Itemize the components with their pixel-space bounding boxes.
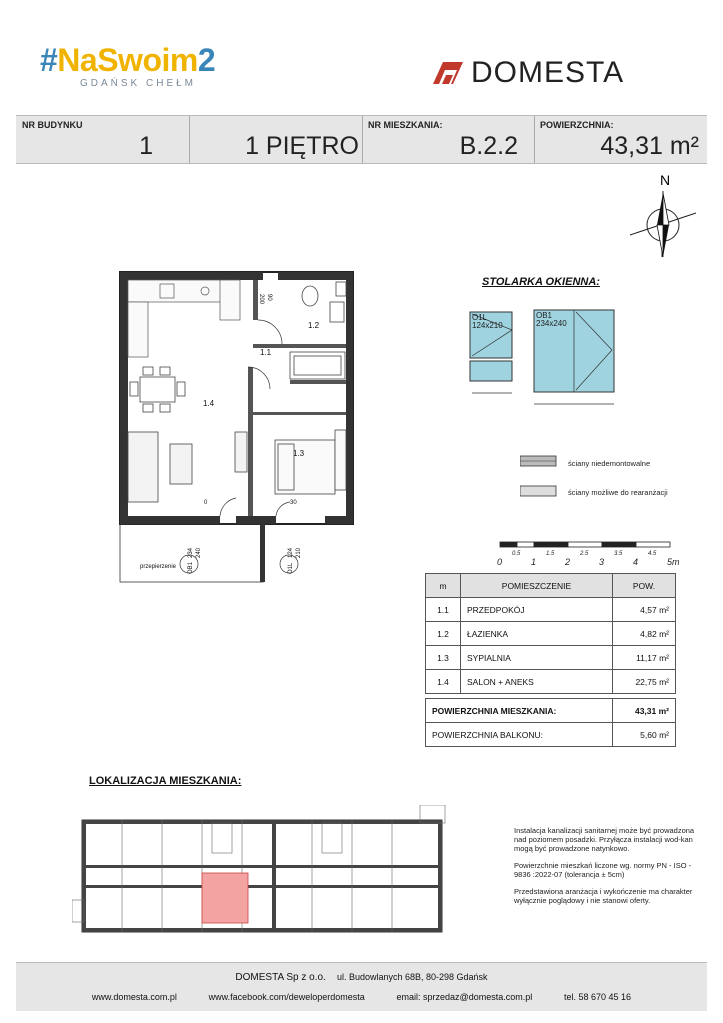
footer-company: DOMESTA Sp z o.o. xyxy=(235,972,326,983)
apartment-cell xyxy=(362,116,535,163)
table-header-num: m xyxy=(426,574,461,598)
table-header-room: POMIESZCZENIE xyxy=(461,574,613,598)
row-area: 4,57 m² xyxy=(613,598,676,622)
scale-tick-label: 2 xyxy=(565,557,571,567)
row-num: 1.2 xyxy=(426,622,461,646)
window2-code: OB1 xyxy=(536,311,553,320)
note-sewage: Instalacja kanalizacji sanitarnej może być prowadzona nad poziomem posadzki. Przyłącza instalacji wod-kan mogą być prowadzone natynkowo. xyxy=(514,826,695,853)
building-value: 1 xyxy=(139,132,153,160)
scale-tick-label: 3.5 xyxy=(614,551,623,557)
domesta-logo-text: DOMESTA xyxy=(471,56,625,89)
row-num: 1.1 xyxy=(426,598,461,622)
table-balcony-row xyxy=(426,723,676,747)
compass-icon xyxy=(620,165,710,265)
footer-website-link[interactable]: www.domesta.com.pl xyxy=(91,992,177,1002)
scale-tick-label: 0.5 xyxy=(512,551,521,557)
wall-legend-swatches xyxy=(520,455,560,500)
dim-door-90: 90 xyxy=(266,294,272,301)
footer-street: ul. Budowlanych 68B, 80-298 Gdańsk xyxy=(336,972,488,982)
area-cell xyxy=(534,116,707,163)
row-name: PRZEDPOKÓJ xyxy=(461,598,613,622)
table-row xyxy=(426,598,676,622)
scale-tick-label: 3 xyxy=(599,557,605,567)
footer-email-link[interactable]: email: sprzedaz@domesta.com.pl xyxy=(396,992,533,1002)
dim-door-200: 200 xyxy=(258,294,264,305)
brand-two: 2 xyxy=(197,42,216,78)
window-schedule-title: STOLARKA OKIENNA: xyxy=(482,276,600,288)
window-drawings xyxy=(468,308,618,408)
dim-balcony-door: 0 xyxy=(204,500,208,506)
notes xyxy=(514,826,704,913)
table-row xyxy=(426,622,676,646)
row-num: 1.4 xyxy=(426,670,461,694)
footer-contacts xyxy=(16,992,707,1002)
row-name: ŁAZIENKA xyxy=(461,622,613,646)
building-cell xyxy=(16,116,190,163)
floor-value: 1 PIĘTRO xyxy=(245,132,359,160)
table-header-row xyxy=(426,574,676,598)
table-header-area: POW. xyxy=(613,574,676,598)
location-title: LOKALIZACJA MIESZKANIA: xyxy=(89,775,242,787)
note-disclaimer: Przedstawiona aranżacja i wykończenie ma charakter wyłącznie poglądowy i nie stanowi oferty. xyxy=(514,887,693,905)
legend-movable-walls: ściany możliwe do rearanżacji xyxy=(568,488,668,497)
dim-bedroom-window: 30 xyxy=(290,500,297,506)
floor-plan xyxy=(110,262,370,592)
brand-na: Na xyxy=(57,42,98,78)
balcony-partition-label: przepierzenie xyxy=(140,564,177,570)
compass-label: N xyxy=(660,172,671,188)
scale-tick-label: 0 xyxy=(497,557,503,567)
balcony-value: 5,60 m² xyxy=(613,723,676,747)
brand-swoim: Swoim xyxy=(97,42,198,78)
area-label: POWIERZCHNIA: xyxy=(540,120,614,130)
scale-tick-label: 4.5 xyxy=(648,551,657,557)
balcony-label: POWIERZCHNIA BALKONU: xyxy=(426,723,613,747)
room-label-1-3: 1.3 xyxy=(293,449,305,458)
room-label-1-2: 1.2 xyxy=(308,321,320,330)
total-label: POWIERZCHNIA MIESZKANIA: xyxy=(426,699,613,723)
legend-fixed-walls: ściany niedemontowalne xyxy=(568,459,651,468)
o1l-width: 124 xyxy=(288,547,294,558)
window1-size: 124x210 xyxy=(472,321,503,330)
row-area: 22,75 m² xyxy=(613,670,676,694)
row-name: SALON + ANEKS xyxy=(461,670,613,694)
brand-hash: # xyxy=(40,42,58,78)
note-area-standard: Powierzchnie mieszkań liczone wg. normy PN - ISO - 9836 :2022-07 (tolerancja ± 5cm) xyxy=(514,861,692,879)
footer-facebook-link[interactable]: www.facebook.com/deweloperdomesta xyxy=(208,992,365,1002)
apartment-highlight xyxy=(202,873,248,923)
footer xyxy=(16,962,707,1011)
row-area: 11,17 m² xyxy=(613,646,676,670)
row-area: 4,82 m² xyxy=(613,622,676,646)
o1l-height: 210 xyxy=(296,547,302,558)
domesta-logo xyxy=(433,56,624,90)
info-bar xyxy=(16,115,707,164)
table-total-row xyxy=(426,699,676,723)
scale-tick-label: 1.5 xyxy=(546,551,555,557)
window1-code: O1L xyxy=(472,313,488,322)
room-table xyxy=(425,573,676,747)
table-row xyxy=(426,646,676,670)
area-value: 43,31 m² xyxy=(600,132,699,160)
location-map xyxy=(72,805,452,940)
ob1-width: 234 xyxy=(188,547,194,558)
apartment-value: B.2.2 xyxy=(459,132,518,160)
scale-tick-label: 5m xyxy=(667,557,680,567)
window2-size: 234x240 xyxy=(536,319,567,328)
scale-tick-label: 1 xyxy=(531,557,537,567)
total-value: 43,31 m² xyxy=(613,699,676,723)
ob1-height: 240 xyxy=(196,547,202,558)
o1l-code: O1L xyxy=(288,562,294,574)
domesta-logo-icon xyxy=(433,62,463,84)
building-label: NR BUDYNKU xyxy=(22,120,83,130)
brand-logo xyxy=(40,44,215,89)
row-num: 1.3 xyxy=(426,646,461,670)
scale-tick-label: 2.5 xyxy=(580,551,589,557)
room-label-1-4: 1.4 xyxy=(203,399,215,408)
row-name: SYPIALNIA xyxy=(461,646,613,670)
apartment-label: NR MIESZKANIA: xyxy=(368,120,443,130)
table-row xyxy=(426,670,676,694)
room-label-1-1: 1.1 xyxy=(260,348,272,357)
footer-phone: tel. 58 670 45 16 xyxy=(564,992,632,1002)
floor-cell xyxy=(189,116,363,163)
footer-address xyxy=(16,972,707,983)
brand-subtitle: GDAŃSK CHEŁM xyxy=(80,78,197,89)
scale-bar xyxy=(490,538,690,570)
ob1-code: OB1 xyxy=(188,561,194,574)
scale-tick-label: 4 xyxy=(633,557,639,567)
